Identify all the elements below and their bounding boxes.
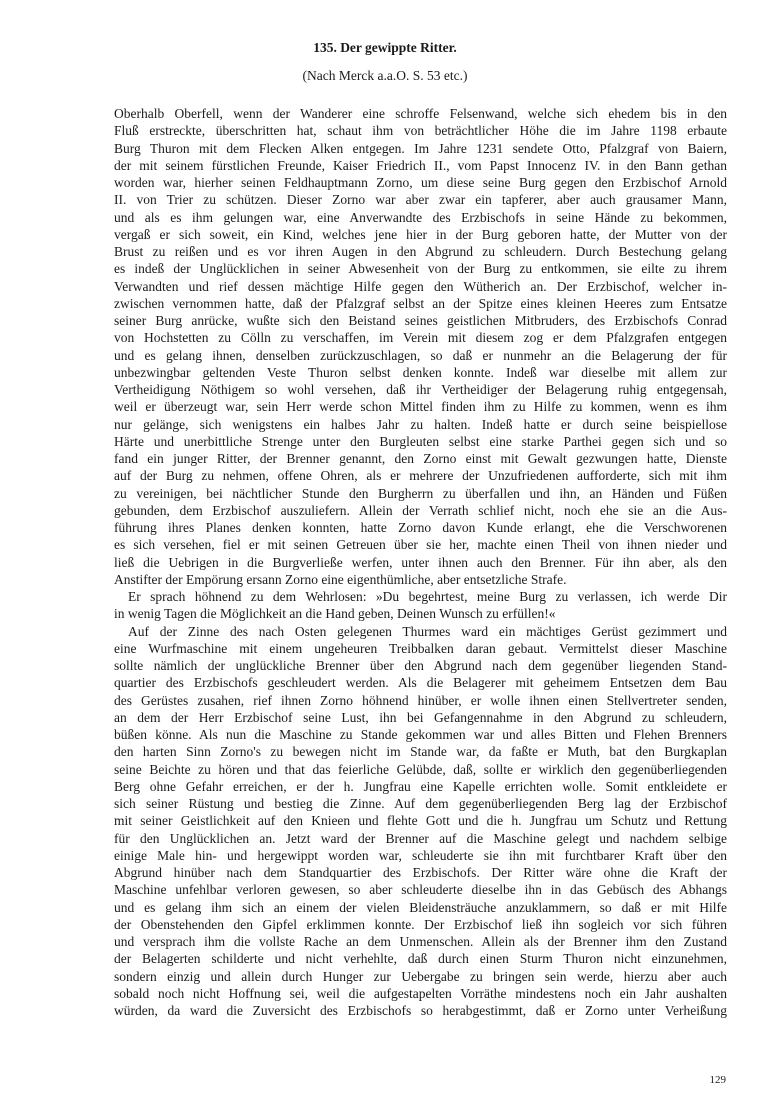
text-line: und als es ihm gelungen war, eine Anverwandte des Erzbischofs in seine Hände zu bekommen, [114,209,727,225]
text-line: und es gelang ihm sich an einem der vielen Bleidensträuche anzuklammern, so daß er mit Hilfe [114,899,727,915]
text-line: seiner Burg anrücke, wußte sich den Beistand seines geistlichen Mitbruders, des Erzbischofs Conrad [114,313,727,328]
text-line: der mit seinem fürstlichen Freunde, Kaiser Friedrich II., vom Papst Innocenz IV. in den Bann gethan [114,157,727,173]
text-line: ließ die Uebrigen in die Burgverließe werfen, unter ihnen auch den Brenner. Für ihn aber, als den [114,554,727,570]
text-line: fand ein junger Ritter, der Brenner genannt, den Zorno einst mit Gewalt gezwungen hatte, Dienste [114,451,727,466]
text-line: büßen könne. Als nun die Maschine zu Stande gekommen war und alles Bitten und Flehen Brenners [114,727,727,742]
source-note: (Nach Merck a.a.O. S. 53 etc.) [302,68,468,83]
text-line: des Gerüstes zusahen, rief ihnen Zorno höhnend hinüber, er wolle ihnen einen Stellvertreter senden, [114,692,727,708]
text-line: Maschine unfehlbar verloren gewesen, so aber schleuderte dieselbe ihn in das Gebüsch des Abhangs [114,882,727,898]
text-line: Fluß erstreckte, überschritten hat, schaut ihm von beträchtlicher Höhe die im Jahre 1198 erbaute [114,123,727,139]
page-number: 129 [709,1074,726,1086]
text-line: Er sprach höhnend zu dem Wehrlosen: »Du begehrtest, meine Burg zu verlassen, ich werde Dir [128,589,727,604]
text-line: Vertheidigung Nöthigem so wohl versehen, daß ihr Vertheidiger der Belagerung ruhig entgegensah, [114,382,727,397]
text-line: Berg ohne Gefahr erreichen, er der h. Jungfrau eine Kapelle errichten wolle. Somit entkleidete er [114,778,727,794]
text-line: nur gelänge, sich wenigstens ein halbes Jahr zu halten. Indeß hatte er durch seine beispiellose [114,416,727,432]
text-line: und versprach ihm die vollste Rache an dem Unmenschen. Allein als der Brenner ihm den Zustand [114,934,727,949]
text-line: den harten Sinn Zorno's zu bewegen nicht im Stande war, da faßte er Muth, bat den Burgkaplan [114,744,727,760]
text-line: und es gelang ihnen, denselben zurückzuschlagen, so daß er nunmehr an die Belagerung der für [114,347,727,363]
text-line: einige Male hin- und hergewippt worden war, schleuderte sie ihn mit furchtbarer Kraft über den [114,847,727,863]
text-line: der Obenstehenden den Gipfel erklimmen konnte. Der Erzbischof ließ ihn sogleich vor sich führen [114,916,727,932]
text-line: Härte und unerbittliche Strenge unter den Burgleuten selbst eine starke Parthei gegen sich und so [114,433,727,449]
text-line: eine Wurfmaschine mit einem ungeheuren Treibbalken daran gebaut. Vermittelst dieser Maschine [114,640,727,656]
text-line: unbezwingbar geltenden Veste Thuron selbst denken konnte. Indeß war dieselbe mit allem zur [114,364,727,380]
text-line: Oberhalb Oberfell, wenn der Wanderer eine schroffe Felsenwand, welche sich ehedem bis in den [114,106,727,121]
text-line: führung ihres Planes denken konnten, hatte Zorno davon Kunde erlangt, ehe die Verschworenen [114,520,727,535]
text-line: Anstifter der Empörung ersann Zorno eine eigenthümliche, aber entsetzliche Strafe. [114,571,567,587]
text-line: an dem der Herr Erzbischof seine Lust, ihn bei Gefangennahme in den Abgrund zu schleudern, [114,709,727,725]
text-line: sondern einzig und allein durch Hunger zur Uebergabe zu bringen sein werde, hierzu aber auch [114,968,727,984]
text-line: von Hochstetten zu Cölln zu verschaffen, im Verein mit diesem zog er dem Pfalzgrafen entgegen [114,330,727,346]
text-line: es indeß der Unglücklichen in seiner Abwesenheit von der Burg zu entkommen, sie eilte zu ihrem [114,261,727,277]
text-line: zu vereinigen, bei nächtlicher Stunde den Burgherrn zu überfallen und ihn, an Händen und Füßen [114,485,727,501]
text-line: würden, da ward die Zuversicht des Erzbischofs so herabgestimmt, daß er Zorno unter Verheißung [114,1003,727,1018]
text-line: auf der Burg zu nehmen, offene Ohren, als er mehrere der Unzufriedenen aufforderte, sich mit ihm [114,468,727,484]
text-line: Burg Thuron mit dem Flecken Alken entgegen. Im Jahre 1231 sendete Otto, Pfalzgraf von Baiern, [114,140,727,156]
body-text [114,105,727,1019]
text-line: es sich versehen, fiel er mit seinen Getreuen über sie her, machte einen Theil von ihnen nieder und [114,537,727,553]
text-line: worden war, hierher seinen Feldhauptmann Zorno, um diese seine Burg gegen den Erzbischof Arnold [114,175,727,190]
text-line: II. von Trier zu schützen. Dieser Zorno war aber zwar ein tapferer, aber auch grausamer Mann, [114,192,727,208]
text-line: seine Beichte zu hören und that das feierliche Gelübde, daß, sollte er wirklich den gegenüberliegenden [114,761,727,777]
text-line: Abgrund hinüber nach dem Standquartier des Erzbischofs. Der Ritter wäre ohne die Kraft der [114,865,727,880]
text-line: in wenig Tagen die Möglichkeit an die Hand geben, Deinen Wunsch zu erfüllen!« [114,606,556,622]
text-line: sollte nämlich der unglückliche Brenner über den Abgrund nach dem gegenüber liegenden Stand- [114,658,727,673]
text-line: sich seiner Rüstung und bestieg die Zinne. Auf dem gegenüberliegenden Berg lag der Erzbischof [114,796,727,811]
text-line: der Belagerten schilderte und nicht verhehlte, daß durch einen Sturm Thuron nicht einzunehmen, [114,951,727,967]
text-line: für den Unglücklichen an. Jetzt ward der Brenner auf die Maschine gelegt und nachdem selbige [114,830,727,846]
text-line: Verwandten und rief dessen mächtige Hilfe gegen den Wütherich an. Der Erzbischof, welcher in- [114,278,727,294]
text-line: sobald noch nicht Hoffnung sei, weil die aufgestapelten Vorräthe mindestens noch ein Jahr aushalten [114,985,727,1001]
text-line: Brust zu reißen und es vor ihren Augen in den Abgrund zu schleudern. Durch Bestechung gelang [114,244,727,259]
text-line: mit seiner Geistlichkeit auf den Knieen und flehte Gott und die h. Jungfrau um Schutz und Rettung [114,813,727,829]
text-line: weil er überzeugt war, sein Herr werde schon Mittel finden ihm zu Hilfe zu kommen, wenn es ihm [114,399,727,415]
chapter-title: 135. Der gewippte Ritter. [313,40,457,55]
text-line: zwischen vernommen hatte, daß der Pfalzgraf selbst an der Spitze eines kleinen Heeres zum Entsatze [114,295,727,311]
text-line: quartier des Erzbischofs geschleudert werden. Als die Belagerer mit geheimem Entsetzen dem Bau [114,675,727,691]
text-line: gebunden, dem Erzbischof auszuliefern. Allein der Verrath schlief nicht, noch ehe sie an die Aus- [114,502,727,518]
text-line: Auf der Zinne des nach Osten gelegenen Thurmes ward ein mächtiges Gerüst gezimmert und [128,623,727,639]
text-line: vergaß er sich soweit, ein Kind, welches jene hier in der Burg geboren hatte, der Mutter von der [114,226,727,242]
